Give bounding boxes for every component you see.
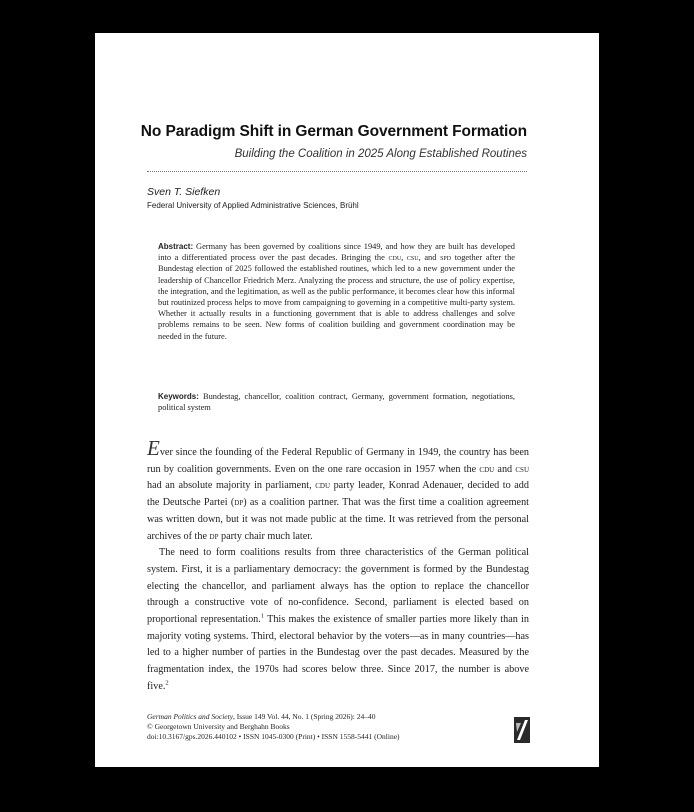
abstract-csu: csu xyxy=(406,253,419,263)
body-text-span: This makes the existence of smaller parties more likely than in majority voting systems. Third, electoral behavior by the voters—as in many countries—has led to a higher number of parties in the Bundestag over the past decades. Measured by the fragmentation index, the 1970s had scores below three. Since 2017, the number is above five. xyxy=(147,614,529,692)
keywords-label: Keywords: xyxy=(158,392,199,401)
body-text-span: ) as a coalition partner. That was the first time a coalition agreement was written down, but it was not made public at the time. It was retrieved from the personal archives of the xyxy=(147,497,529,542)
article-body xyxy=(147,436,530,696)
party-abbrev: cdu xyxy=(315,480,331,492)
party-abbrev: dp xyxy=(209,530,219,542)
body-text-span: and xyxy=(494,463,516,475)
berghahn-logo-icon xyxy=(514,717,530,743)
copyright-line: © Georgetown University and Berghahn Books xyxy=(147,722,290,731)
abstract-spd: spd xyxy=(440,253,452,263)
party-abbrev: cdu xyxy=(479,463,495,475)
abstract-text-1: Germany has been governed by coalitions since 1949, and how they are built has developed into a differentiated process over the past decades. Bringing the xyxy=(158,242,515,263)
body-paragraph-1 xyxy=(147,436,530,545)
citation-footer xyxy=(147,712,400,742)
abstract xyxy=(158,241,515,342)
author-name: Sven T. Siefken xyxy=(147,186,221,198)
body-text-span: The need to form coalitions results from three characteristics of the German political system. First, it is a parliamentary democracy: the government is formed by the Bundestag electing the chancellor, and parliament always has the option to replace the chancellor through a constructive vote of no-confidence. Second, parliament is elected based on proportional representation. xyxy=(147,547,529,626)
body-text-span: ver since the founding of the Federal Republic of Germany in 1949, the country has been run by coalition governments. Even on the one rare occasion in 1957 when the xyxy=(147,447,529,475)
abstract-sep-2: , and xyxy=(418,253,441,263)
journal-name: German Politics and Society xyxy=(147,712,234,721)
article-subtitle: Building the Coalition in 2025 Along Established Routines xyxy=(234,148,527,160)
title-divider xyxy=(147,171,527,172)
keywords xyxy=(158,391,515,413)
party-abbrev: dp xyxy=(234,497,244,509)
footnote-ref-2[interactable]: 2 xyxy=(165,679,169,687)
abstract-label: Abstract: xyxy=(158,242,194,251)
author-affiliation: Federal University of Applied Administrative Sciences, Brühl xyxy=(147,201,359,210)
abstract-cdu: cdu xyxy=(388,253,402,263)
doi-line[interactable]: doi:10.3167/gps.2026.440102 • ISSN 1045-0300 (Print) • ISSN 1558-5441 (Online) xyxy=(147,732,400,741)
keywords-text: Bundestag, chancellor, coalition contract, Germany, government formation, negotiations, political system xyxy=(158,392,515,413)
body-paragraph-2 xyxy=(147,545,529,695)
journal-page xyxy=(95,33,599,767)
body-text-span: party chair much later. xyxy=(218,530,313,542)
article-title: No Paradigm Shift in German Government Formation xyxy=(140,123,527,140)
party-abbrev: csu xyxy=(515,463,530,475)
footnote-ref-1[interactable]: 1 xyxy=(260,612,265,620)
drop-cap: E xyxy=(147,436,160,460)
abstract-sep-1: , xyxy=(401,253,407,263)
citation-line xyxy=(147,712,400,722)
body-text-span: party leader, Konrad Adenauer, decided to add the Deutsche Partei ( xyxy=(147,480,529,509)
issue-info: , Issue 149 Vol. 44, No. 1 (Spring 2026): 24–40 xyxy=(233,712,376,721)
body-text-span: had an absolute majority in parliament, xyxy=(147,480,316,492)
abstract-text-2: together after the Bundestag election of 2025 followed the established routines, which led to a new government under the leadership of Chancellor Friedrich Merz. Analyzing the process and structure, the use of policy expertise, the integration, and the legitimation, as well as the public performance, it becomes clear how this informal but routinized process helps to move from campaigning to governing in a competitive multi-party system. Whether it actually results in a functioning government that is able to address challenges and solve problems remains to be seen. New forms of coalition building and government coordination may be needed in the future. xyxy=(158,253,516,341)
